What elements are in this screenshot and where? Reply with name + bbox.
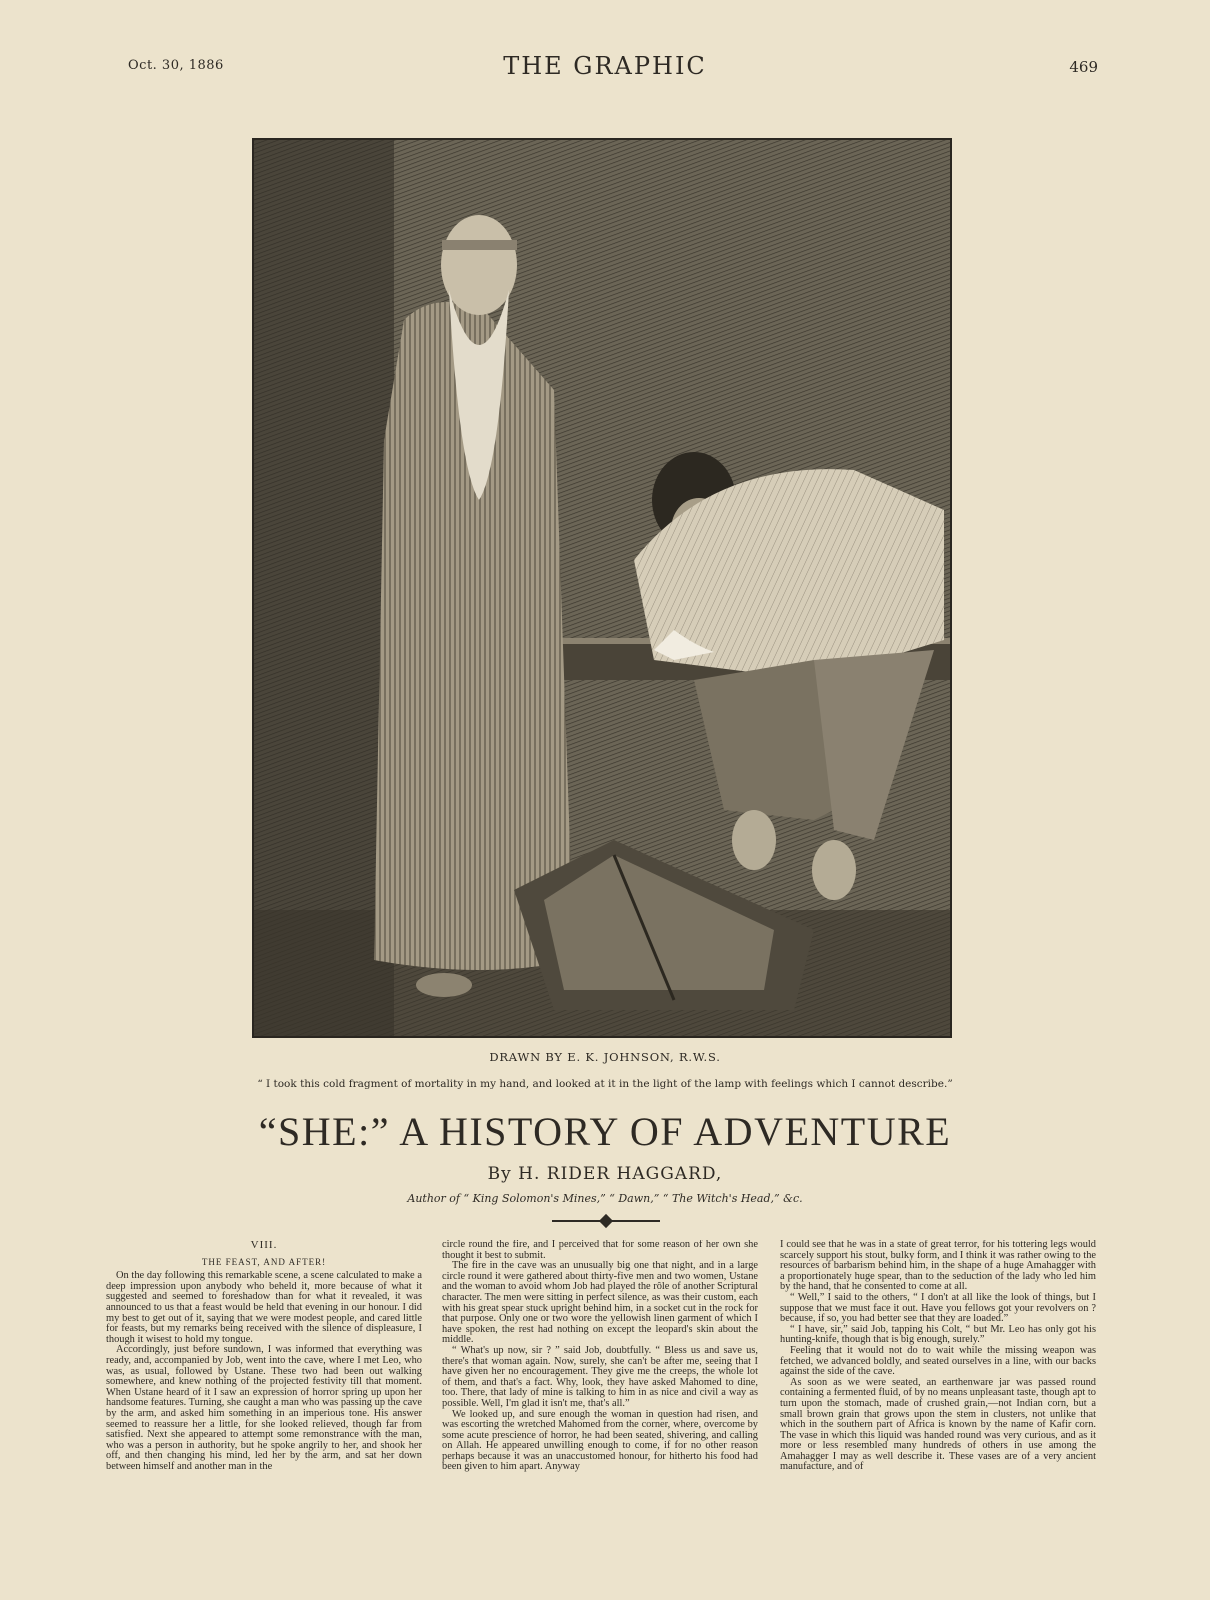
ornamental-diamond: [599, 1214, 613, 1228]
paragraph: I could see that he was in a state of great terror, for his tottering legs would scarcely support his stout, bulky form, and I think it was rather owing to the resources of barbarism behind him, in the shape of a huge Amahagger with a proportionately huge spear, than to the seduction of the lady who led him by the hand, that he consented to come at all.: [780, 1240, 1096, 1293]
text-column-2: [442, 1240, 758, 1570]
paragraph: As soon as we were seated, an earthenware jar was passed round containing a fermented fluid, of by no means unpleasant taste, though apt to turn upon the stomach, made of crushed grain,—not Indian corn, but a small brown grain that grows upon the stem in clusters, not unlike that which in the southern part of Africa is known by the name of Kafir corn. The vase in which this liquid was handed round was very curious, and as it more or less resembled many hundreds of others in use among the Amahagger I may as well describe it. These vases are of a very ancient manufacture, and of: [780, 1376, 1096, 1473]
chapter-number: VIII.: [250, 1240, 278, 1251]
engraving-drawing: [254, 140, 950, 1036]
text-column-3: [780, 1240, 1096, 1570]
paragraph: “ I have, sir,” said Job, tapping his Colt, “ but Mr. Leo has only got his hunting-knife, though that is big enough, surely.”: [780, 1323, 1096, 1346]
issue-date: Oct. 30, 1886: [128, 58, 224, 73]
masthead: [0, 52, 1210, 92]
paragraph: Accordingly, just before sundown, I was informed that everything was ready, and, accompanied by Job, went into the cave, where I met Leo, who was, as usual, followed by Ustane. These two had been out walking somewhere, and knew nothing of the projected festivity till that moment. When Ustane heard of it I saw an expression of horror spring up upon her handsome features. Turning, she caught a man who was passing up the cave by the arm, and asked him something in an imperious tone. His answer seemed to reassure her a little, for she looked relieved, though far from satisfied. Next she appeared to attempt some remonstrance with the man, who was a person in authority, but he spoke angrily to her, and shook her off, and then changing his mind, led her by the arm, and sat her down between himself and another man in the: [106, 1344, 422, 1472]
text-column-1: [106, 1240, 422, 1570]
paragraph: We looked up, and sure enough the woman in question had risen, and was escorting the wretched Mahomed from the corner, where, overcome by some acute prescience of horror, he had been seated, shivering, and calling on Allah. He appeared unwilling enough to come, if for no other reason perhaps because it was an unaccustomed honour, for hitherto his food had been given to him apart. Anyway: [442, 1408, 758, 1473]
article-headline: “SHE:” A HISTORY OF ADVENTURE: [258, 1109, 952, 1154]
paragraph: “ What's up now, sir ? ” said Job, doubtfully. “ Bless us and save us, there's that woman again. Now, surely, she can't be after me, seeing that I have given her no encouragement. They give me the creeps, the whole lot of them, and that's a fact. Why, look, they have asked Mahomed to dine, too. There, that lady of mine is talking to him in as nice and civil a way as possible. Well, I'm glad it isn't me, that's all.”: [442, 1344, 758, 1409]
publication-title: THE GRAPHIC: [503, 52, 707, 80]
chapter-title: THE FEAST, AND AFTER!: [201, 1256, 327, 1267]
paragraph: “ Well,” I said to the others, “ I don't at all like the look of things, but I suppose that we must face it out. Have you fellows got your revolvers on ? because, if so, you had better see that they are loaded.”: [780, 1291, 1096, 1325]
paragraph: The fire in the cave was an unusually big one that night, and in a large circle round it were gathered about thirty-five men and two women, Ustane and the woman to avoid whom Job had played the rôle of another Scriptural character. The men were sitting in perfect silence, as was their custom, each with his great spear stuck upright behind him, in a socket cut in the rock for that purpose. Only one or two wore the yellowish linen garment of which I have spoken, the rest had nothing on except the leopard's skin about the middle.: [442, 1260, 758, 1346]
author-credits: Author of “ King Solomon's Mines,” “ Dawn,” “ The Witch's Head,” &c.: [407, 1192, 803, 1205]
page-number: 469: [1069, 58, 1098, 76]
paragraph: Feeling that it would not do to wait while the missing weapon was fetched, we advanced boldly, and seated ourselves in a line, with our backs against the side of the cave.: [780, 1344, 1096, 1378]
illustration-credit: DRAWN BY E. K. JOHNSON, R.W.S.: [489, 1050, 721, 1064]
paragraph: circle round the fire, and I perceived that for some reason of her own she thought it best to submit.: [442, 1240, 758, 1261]
article-byline: By H. RIDER HAGGARD,: [487, 1164, 723, 1184]
illustration-caption: “ I took this cold fragment of mortality in my hand, and looked at it in the light of the lamp with feelings which I cannot describe.”: [257, 1078, 953, 1090]
paragraph: On the day following this remarkable scene, a scene calculated to make a deep impression upon anybody who beheld it, more because of what it suggested and seemed to foreshadow than for what it revealed, it was announced to us that a feast would be held that evening in our honour. I did my best to get out of it, saying that we were modest people, and cared little for feasts, but my remarks being received with the silence of displeasure, I though it wisest to hold my tongue.: [106, 1270, 422, 1345]
engraving-illustration: [252, 138, 952, 1038]
